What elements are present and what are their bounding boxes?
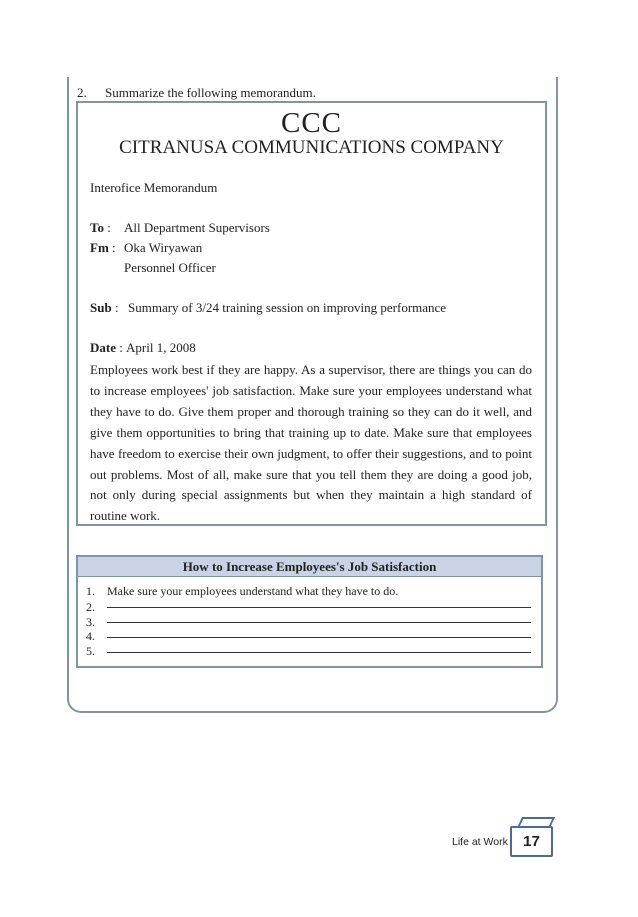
list-item-number: 4.	[86, 629, 95, 643]
answer-line[interactable]	[107, 637, 531, 638]
list-item-text: Make sure your employees understand what they have to do.	[107, 584, 399, 598]
list-item-number: 1.	[86, 584, 95, 598]
to-label: To :	[90, 220, 111, 235]
date-value: April 1, 2008	[126, 340, 196, 355]
list-item-number: 3.	[86, 615, 95, 629]
answer-line[interactable]	[107, 652, 531, 653]
answer-line[interactable]	[107, 607, 531, 608]
memo-body: Employees work best if they are happy. As a supervisor, there are things you can do to increase employees' job satisfaction. Make sure your employees understand what they have to do. Give them proper and thorough training so they can do it well, and give them opportunities to bring that training up to date. Make sure that employees have freedom to exercise their own judgment, to offer their suggestions, and to point out problems. Most of all, make sure that you tell them they are doing a good job, not only during special assignments but when they maintain a high standard of routine work.	[90, 362, 532, 524]
fm-name: Oka Wiryawan	[124, 240, 203, 255]
page-number: 17	[523, 833, 540, 850]
question-number: 2.	[77, 85, 87, 100]
sub-label: Sub :	[90, 300, 119, 315]
fm-label: Fm :	[90, 240, 116, 255]
list-item-number: 2.	[86, 600, 95, 614]
date-label: Date :	[90, 340, 123, 355]
to-value: All Department Supervisors	[124, 220, 270, 235]
footer-section-label: Life at Work	[452, 836, 508, 848]
company-name: CITRANUSA COMMUNICATIONS COMPANY	[119, 137, 504, 158]
page-tab-decoration	[518, 817, 555, 826]
sub-value: Summary of 3/24 training session on improving performance	[128, 300, 447, 315]
answer-line[interactable]	[107, 622, 531, 623]
memo-type-label: Interofice Memorandum	[90, 180, 218, 195]
question-text: Summarize the following memorandum.	[105, 85, 316, 100]
list-item-number: 5.	[86, 644, 95, 658]
satisfaction-title: How to Increase Employees's Job Satisfaction	[78, 557, 541, 577]
company-logo: CCC	[280, 107, 343, 139]
fm-title: Personnel Officer	[124, 260, 216, 275]
